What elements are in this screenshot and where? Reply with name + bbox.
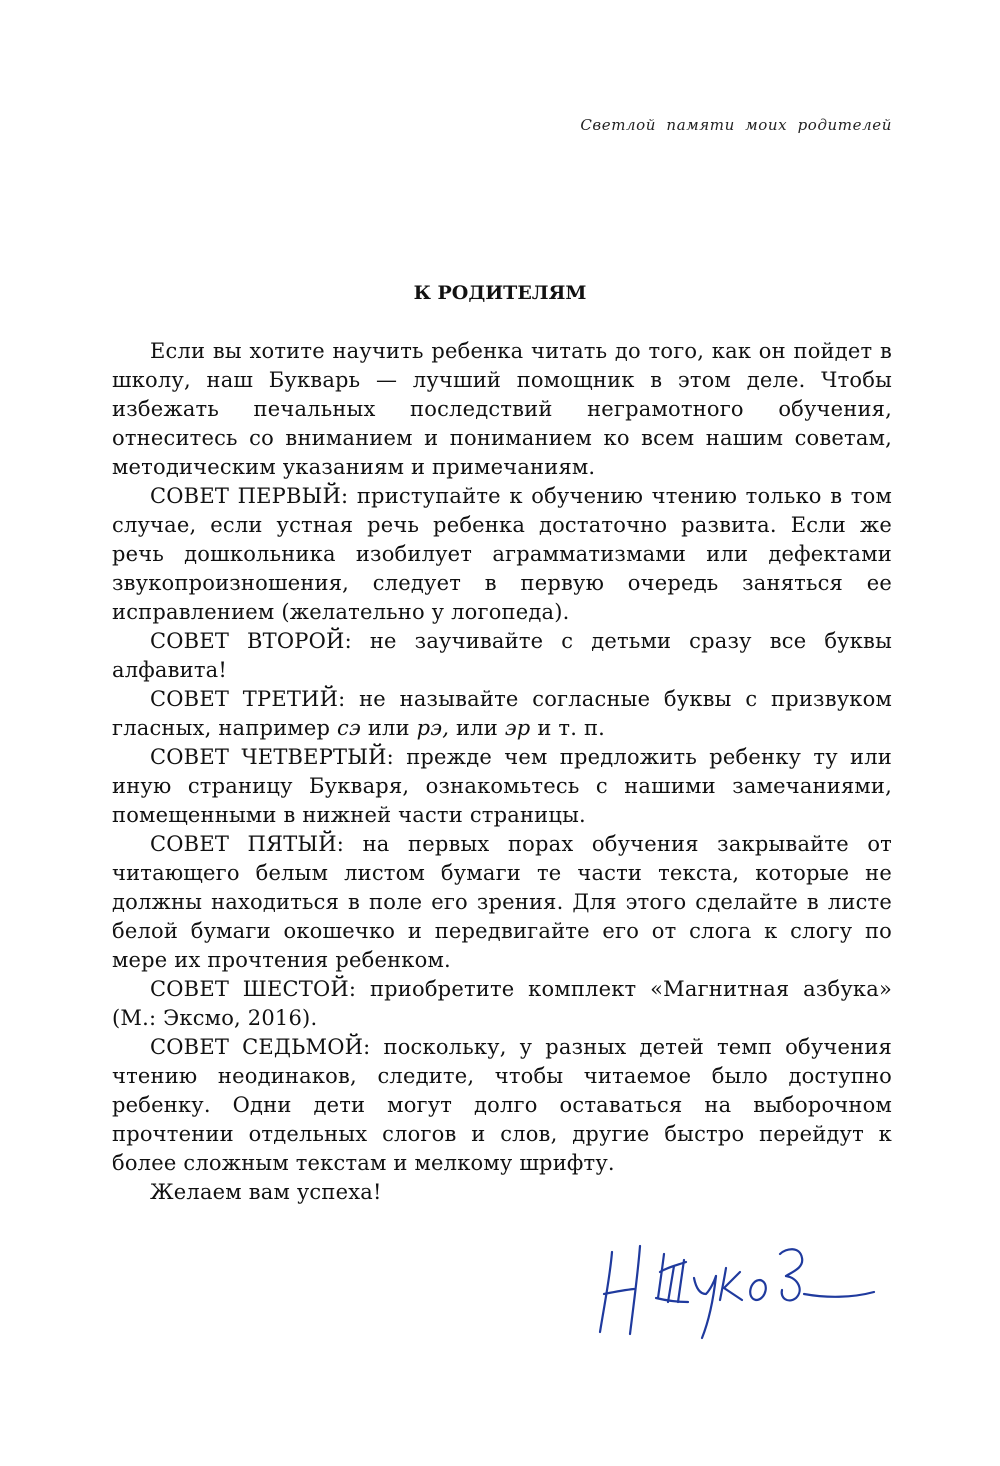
advice-2-paragraph [112, 627, 892, 685]
advice-1-paragraph [112, 482, 892, 627]
closing-line: Желаем вам успеха! [150, 1180, 382, 1204]
page-title: К РОДИТЕЛЯМ [413, 282, 587, 304]
advice-5-label: СОВЕТ ПЯТЫЙ: [150, 832, 345, 856]
epigraph: Светлой памяти моих родителей [580, 116, 892, 134]
advice-3-label: СОВЕТ ТРЕТИЙ: [150, 687, 346, 711]
advice-7-text: поскольку, у разных детей темп обучения чтению неодинаков, следите, чтобы читаемое было доступно ребенку. Одни дети могут долго оставаться на выборочном прочтении отдельных слогов и слов, другие быстро перейдут к более сложным текстам и мелкому шрифту. [112, 1035, 892, 1175]
advice-3-text-after: и т. п. [537, 716, 606, 740]
advice-4-text: прежде чем предложить ребенку ту или иную страницу Букваря, ознакомьтесь с нашими замечаниями, помещенными в нижней части страницы. [112, 745, 892, 827]
body-text [112, 337, 892, 1207]
advice-6-text: приобретите комплект «Магнитная азбука» (М.: Эксмо, 2016). [112, 977, 892, 1030]
advice-1-text: приступайте к обучению чтению только в том случае, если устная речь ребенка достаточно развита. Если же речь дошкольника изобилует аграмматизмами или дефектами звукопроизношения, следует в первую очередь заняться ее исправлением (желательно у логопеда). [112, 484, 892, 624]
advice-2-label: СОВЕТ ВТОРОЙ: [150, 629, 352, 653]
advice-5-paragraph [112, 830, 892, 975]
advice-5-text: на первых порах обучения закрывайте от читающего белым листом бумаги те части текста, которые не должны находиться в поле его зрения. Для этого сделайте в листе белой бумаги окошечко и передвигайте его от слога к слогу по мере их прочтения ребенком. [112, 832, 892, 972]
advice-7-label: СОВЕТ СЕДЬМОЙ: [150, 1035, 371, 1059]
advice-3-text-before: не называйте согласные буквы с призвуком гласных, например [112, 687, 892, 740]
advice-3-paragraph [112, 685, 892, 743]
advice-3-example-1: сэ [336, 716, 361, 740]
advice-2-text: не заучивайте с детьми сразу все буквы алфавита! [112, 629, 892, 682]
advice-7-paragraph [112, 1033, 892, 1178]
advice-3-example-3: эр [504, 716, 531, 740]
advice-3-example-2: рэ, [416, 716, 450, 740]
advice-3-sep-1: или [367, 716, 410, 740]
advice-6-label: СОВЕТ ШЕСТОЙ: [150, 977, 357, 1001]
advice-4-paragraph [112, 743, 892, 830]
advice-6-paragraph [112, 975, 892, 1033]
advice-4-label: СОВЕТ ЧЕТВЕРТЫЙ: [150, 745, 394, 769]
signature [590, 1232, 880, 1352]
advice-1-label: СОВЕТ ПЕРВЫЙ: [150, 484, 349, 508]
advice-3-sep-2: или [456, 716, 498, 740]
intro-paragraph: Если вы хотите научить ребенка читать до того, как он пойдет в школу, наш Букварь — лучший помощник в этом деле. Чтобы избежать печальных последствий неграмотного обучения, отнеситесь со вниманием и пониманием ко всем нашим советам, методическим указаниям и примечаниям. [112, 339, 892, 479]
